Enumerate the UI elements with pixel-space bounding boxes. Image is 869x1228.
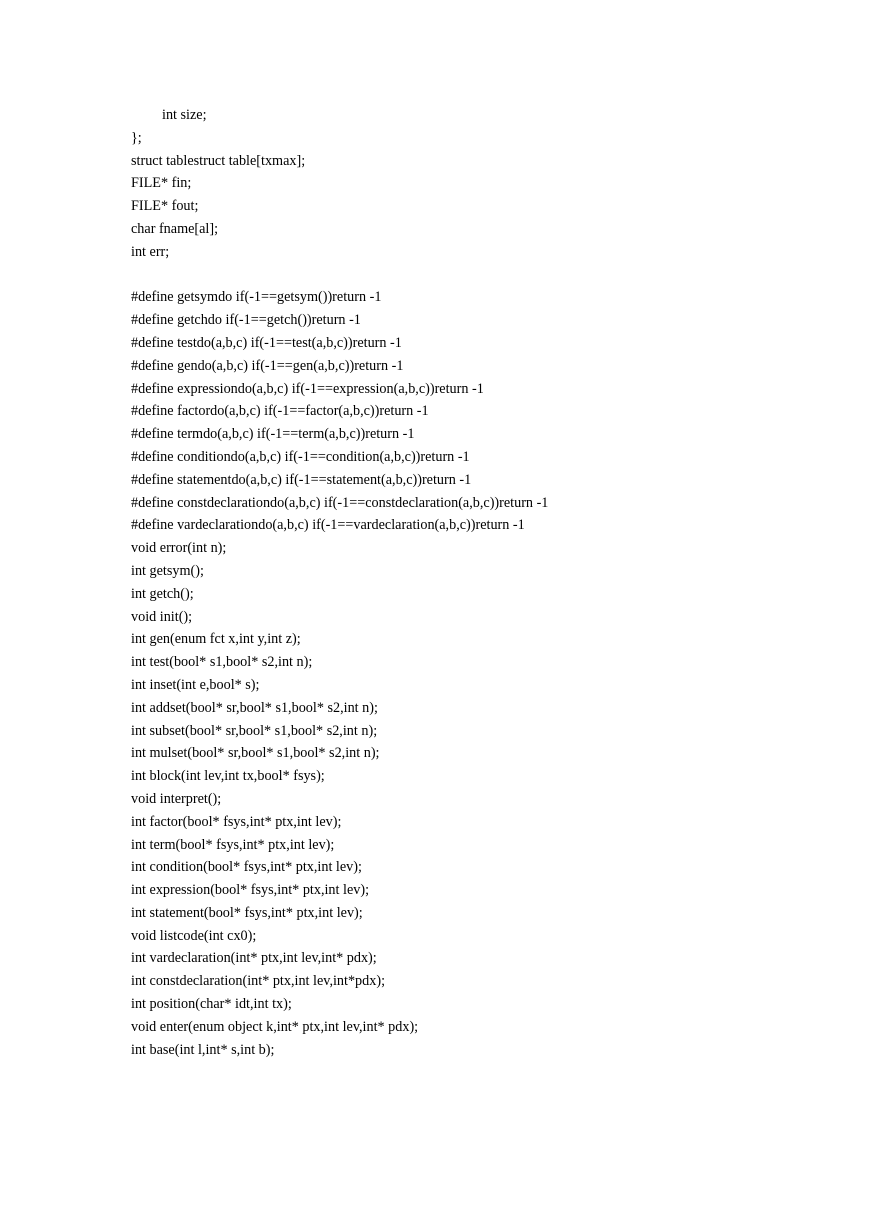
code-line: int inset(int e,bool* s); bbox=[131, 676, 260, 693]
code-line: #define testdo(a,b,c) if(-1==test(a,b,c))return -1 bbox=[131, 334, 402, 351]
code-line: void listcode(int cx0); bbox=[131, 927, 257, 944]
code-line: int subset(bool* sr,bool* s1,bool* s2,int n); bbox=[131, 722, 378, 739]
code-line: int factor(bool* fsys,int* ptx,int lev); bbox=[131, 813, 342, 830]
code-line: void error(int n); bbox=[131, 540, 227, 557]
code-line: int size; bbox=[162, 107, 207, 123]
code-line: }; bbox=[131, 129, 142, 146]
code-line: #define constdeclarationdo(a,b,c) if(-1==constdeclaration(a,b,c))return -1 bbox=[131, 494, 549, 511]
code-line: int position(char* idt,int tx); bbox=[131, 996, 292, 1013]
code-line: #define statementdo(a,b,c) if(-1==statement(a,b,c))return -1 bbox=[131, 471, 472, 488]
code-line: void interpret(); bbox=[131, 790, 222, 807]
code-listing bbox=[131, 104, 831, 1061]
code-line: struct tablestruct table[txmax]; bbox=[131, 152, 306, 169]
code-line: void init(); bbox=[131, 608, 193, 625]
code-line: void enter(enum object k,int* ptx,int lev,int* pdx); bbox=[131, 1018, 419, 1035]
code-line: #define termdo(a,b,c) if(-1==term(a,b,c))return -1 bbox=[131, 426, 415, 443]
code-line: int term(bool* fsys,int* ptx,int lev); bbox=[131, 836, 335, 853]
code-line: #define gendo(a,b,c) if(-1==gen(a,b,c))return -1 bbox=[131, 357, 404, 374]
blank-line bbox=[131, 264, 831, 287]
code-line: int getsym(); bbox=[131, 562, 204, 579]
code-line: int base(int l,int* s,int b); bbox=[131, 1041, 275, 1058]
code-line: #define conditiondo(a,b,c) if(-1==condition(a,b,c))return -1 bbox=[131, 448, 470, 465]
code-line: FILE* fin; bbox=[131, 175, 192, 192]
code-line: char fname[al]; bbox=[131, 220, 219, 237]
code-line: #define expressiondo(a,b,c) if(-1==expression(a,b,c))return -1 bbox=[131, 380, 484, 397]
code-line: int expression(bool* fsys,int* ptx,int lev); bbox=[131, 882, 370, 899]
code-line: int condition(bool* fsys,int* ptx,int lev); bbox=[131, 859, 362, 876]
code-line: int constdeclaration(int* ptx,int lev,int*pdx); bbox=[131, 973, 386, 990]
code-line: int addset(bool* sr,bool* s1,bool* s2,int n); bbox=[131, 699, 378, 716]
code-line: #define getsymdo if(-1==getsym())return -1 bbox=[131, 289, 382, 306]
code-line: int statement(bool* fsys,int* ptx,int lev); bbox=[131, 904, 363, 921]
code-line: #define vardeclarationdo(a,b,c) if(-1==vardeclaration(a,b,c))return -1 bbox=[131, 517, 525, 534]
code-line: int getch(); bbox=[131, 585, 194, 602]
code-line: int err; bbox=[131, 243, 170, 260]
code-line: int vardeclaration(int* ptx,int lev,int* pdx); bbox=[131, 950, 377, 967]
code-line: #define getchdo if(-1==getch())return -1 bbox=[131, 312, 361, 329]
code-line: int test(bool* s1,bool* s2,int n); bbox=[131, 654, 313, 671]
code-line: FILE* fout; bbox=[131, 198, 199, 215]
code-line: int mulset(bool* sr,bool* s1,bool* s2,int n); bbox=[131, 745, 380, 762]
code-line: int block(int lev,int tx,bool* fsys); bbox=[131, 768, 325, 785]
code-line: #define factordo(a,b,c) if(-1==factor(a,b,c))return -1 bbox=[131, 403, 429, 420]
code-line: int gen(enum fct x,int y,int z); bbox=[131, 631, 301, 648]
